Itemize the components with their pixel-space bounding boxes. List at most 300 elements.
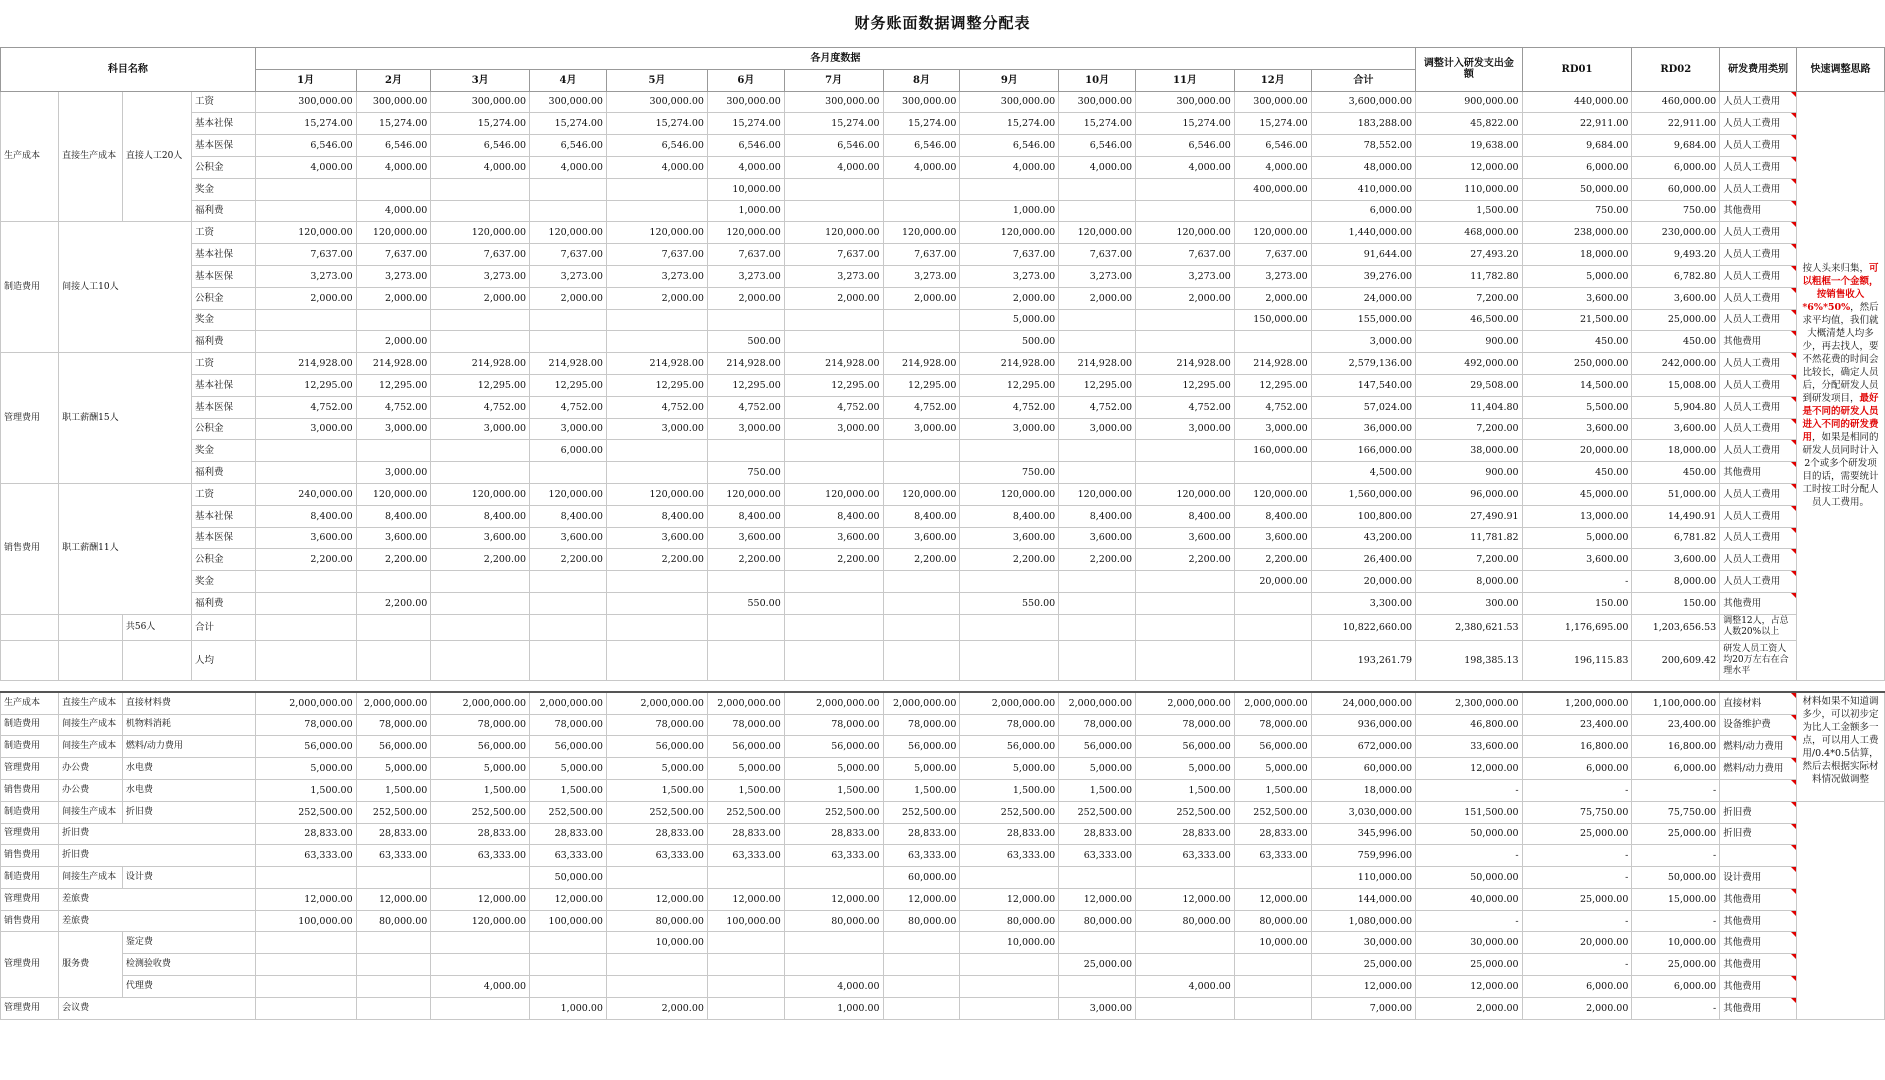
rd02-cell[interactable]: 9,684.00 — [1632, 135, 1720, 157]
rd02-cell[interactable]: - — [1632, 779, 1720, 801]
month-cell-m10[interactable]: 1,500.00 — [1059, 779, 1136, 801]
rd02-cell[interactable]: 25,000.00 — [1632, 823, 1720, 845]
month-cell-m5[interactable] — [606, 571, 707, 593]
month-cell-m8[interactable]: 120,000.00 — [883, 222, 960, 244]
adjust-cell[interactable]: 27,490.91 — [1416, 505, 1522, 527]
adjust-cell[interactable]: 7,200.00 — [1416, 418, 1522, 440]
total-cell[interactable]: 936,000.00 — [1311, 714, 1415, 736]
category-cell[interactable]: 人员人工费用 — [1720, 222, 1797, 244]
category-cell[interactable]: 人员人工费用 — [1720, 244, 1797, 266]
month-cell-m8[interactable]: 252,500.00 — [883, 801, 960, 823]
month-cell-m9[interactable]: 2,000.00 — [960, 287, 1059, 309]
month-cell-m1[interactable] — [255, 867, 356, 889]
month-cell-m11[interactable] — [1136, 309, 1235, 331]
month-cell-m8[interactable]: 120,000.00 — [883, 483, 960, 505]
adjust-cell[interactable]: 38,000.00 — [1416, 440, 1522, 462]
subject-l1[interactable]: 生产成本 — [1, 692, 59, 714]
month-cell-m7[interactable] — [784, 309, 883, 331]
month-cell-m2[interactable]: 120,000.00 — [356, 222, 431, 244]
adjust-cell[interactable]: 40,000.00 — [1416, 888, 1522, 910]
blank-cell[interactable] — [606, 614, 707, 640]
total-cell[interactable]: 2,579,136.00 — [1311, 353, 1415, 375]
month-cell-m12[interactable]: 2,000,000.00 — [1234, 692, 1311, 714]
month-cell-m2[interactable]: 7,637.00 — [356, 244, 431, 266]
subject-l2[interactable]: 折旧费 — [59, 823, 256, 845]
month-cell-m3[interactable] — [431, 932, 530, 954]
month-cell-m10[interactable]: 28,833.00 — [1059, 823, 1136, 845]
month-cell-m6[interactable]: 4,752.00 — [707, 396, 784, 418]
item-cell[interactable]: 工资 — [192, 222, 256, 244]
month-cell-m6[interactable]: 300,000.00 — [707, 91, 784, 113]
rd02-cell[interactable]: 8,000.00 — [1632, 571, 1720, 593]
month-cell-m10[interactable] — [1059, 200, 1136, 222]
avg-note[interactable]: 研发人员工资人均20万左右在合理水平 — [1720, 640, 1797, 680]
adjust-cell[interactable]: - — [1416, 910, 1522, 932]
month-cell-m6[interactable] — [707, 571, 784, 593]
month-cell-m10[interactable] — [1059, 462, 1136, 484]
month-cell-m6[interactable]: 12,295.00 — [707, 374, 784, 396]
month-cell-m6[interactable]: 1,500.00 — [707, 779, 784, 801]
month-cell-m1[interactable] — [255, 997, 356, 1019]
month-cell-m6[interactable]: 3,000.00 — [707, 418, 784, 440]
subject-l1[interactable]: 销售费用 — [1, 845, 59, 867]
month-cell-m4[interactable] — [530, 200, 607, 222]
month-cell-m1[interactable]: 252,500.00 — [255, 801, 356, 823]
subject-l2[interactable]: 职工薪酬15人 — [59, 353, 192, 484]
total-cell[interactable]: 60,000.00 — [1311, 758, 1415, 780]
adjust-cell[interactable]: - — [1416, 779, 1522, 801]
month-cell-m8[interactable]: 3,000.00 — [883, 418, 960, 440]
month-cell-m3[interactable]: 3,273.00 — [431, 265, 530, 287]
adjust-cell[interactable]: 900,000.00 — [1416, 91, 1522, 113]
month-cell-m10[interactable]: 5,000.00 — [1059, 758, 1136, 780]
rd02-cell[interactable]: 230,000.00 — [1632, 222, 1720, 244]
month-cell-m5[interactable]: 15,274.00 — [606, 113, 707, 135]
month-cell-m4[interactable] — [530, 592, 607, 614]
month-cell-m9[interactable]: 3,273.00 — [960, 265, 1059, 287]
month-cell-m11[interactable]: 252,500.00 — [1136, 801, 1235, 823]
total-cell[interactable]: 672,000.00 — [1311, 736, 1415, 758]
month-cell-m10[interactable]: 3,600.00 — [1059, 527, 1136, 549]
month-cell-m11[interactable] — [1136, 932, 1235, 954]
total-cell[interactable]: 25,000.00 — [1311, 954, 1415, 976]
month-cell-m7[interactable] — [784, 932, 883, 954]
month-cell-m3[interactable]: 15,274.00 — [431, 113, 530, 135]
total-cell[interactable]: 24,000.00 — [1311, 287, 1415, 309]
category-cell[interactable]: 设计费用 — [1720, 867, 1797, 889]
month-cell-m9[interactable]: 6,546.00 — [960, 135, 1059, 157]
month-cell-m6[interactable]: 214,928.00 — [707, 353, 784, 375]
month-cell-m1[interactable]: 3,000.00 — [255, 418, 356, 440]
category-cell[interactable]: 其他费用 — [1720, 888, 1797, 910]
subject-l1[interactable]: 销售费用 — [1, 910, 59, 932]
month-cell-m7[interactable]: 63,333.00 — [784, 845, 883, 867]
total-cell[interactable]: 48,000.00 — [1311, 156, 1415, 178]
subject-l2[interactable]: 服务费 — [59, 932, 123, 997]
month-cell-m3[interactable]: 6,546.00 — [431, 135, 530, 157]
month-cell-m10[interactable]: 15,274.00 — [1059, 113, 1136, 135]
rd02-cell[interactable]: 60,000.00 — [1632, 178, 1720, 200]
adjust-cell[interactable]: 33,600.00 — [1416, 736, 1522, 758]
month-cell-m4[interactable] — [530, 178, 607, 200]
adjust-cell[interactable]: 900.00 — [1416, 462, 1522, 484]
month-cell-m3[interactable] — [431, 178, 530, 200]
month-cell-m3[interactable]: 120,000.00 — [431, 222, 530, 244]
month-cell-m1[interactable]: 12,295.00 — [255, 374, 356, 396]
total-cell[interactable]: 91,644.00 — [1311, 244, 1415, 266]
month-cell-m8[interactable]: 7,637.00 — [883, 244, 960, 266]
subject-l2[interactable]: 差旅费 — [59, 910, 256, 932]
month-cell-m6[interactable]: 28,833.00 — [707, 823, 784, 845]
month-cell-m10[interactable]: 3,000.00 — [1059, 418, 1136, 440]
month-cell-m7[interactable] — [784, 462, 883, 484]
blank-cell[interactable] — [784, 614, 883, 640]
month-cell-m4[interactable]: 252,500.00 — [530, 801, 607, 823]
month-cell-m6[interactable] — [707, 309, 784, 331]
rd01-cell[interactable]: 22,911.00 — [1522, 113, 1632, 135]
rd02-cell[interactable]: 14,490.91 — [1632, 505, 1720, 527]
month-cell-m1[interactable]: 4,000.00 — [255, 156, 356, 178]
category-cell[interactable]: 人员人工费用 — [1720, 287, 1797, 309]
total-label-cell[interactable]: 合计 — [192, 614, 256, 640]
rd02-cell[interactable]: 51,000.00 — [1632, 483, 1720, 505]
month-cell-m2[interactable]: 12,000.00 — [356, 888, 431, 910]
item-cell[interactable]: 工资 — [192, 91, 256, 113]
month-cell-m7[interactable]: 3,000.00 — [784, 418, 883, 440]
month-cell-m8[interactable]: 60,000.00 — [883, 867, 960, 889]
rd02-cell[interactable]: 15,008.00 — [1632, 374, 1720, 396]
month-cell-m9[interactable] — [960, 571, 1059, 593]
category-cell[interactable]: 人员人工费用 — [1720, 113, 1797, 135]
month-cell-m1[interactable] — [255, 440, 356, 462]
subject-l1[interactable]: 销售费用 — [1, 483, 59, 614]
adjust-cell[interactable]: 96,000.00 — [1416, 483, 1522, 505]
month-cell-m6[interactable]: 5,000.00 — [707, 758, 784, 780]
month-cell-m7[interactable]: 7,637.00 — [784, 244, 883, 266]
total-cell[interactable]: 3,300.00 — [1311, 592, 1415, 614]
month-cell-m1[interactable] — [255, 462, 356, 484]
month-cell-m12[interactable]: 6,546.00 — [1234, 135, 1311, 157]
month-cell-m2[interactable]: 3,600.00 — [356, 527, 431, 549]
total-cell[interactable]: 7,000.00 — [1311, 997, 1415, 1019]
month-cell-m2[interactable]: 3,000.00 — [356, 418, 431, 440]
month-cell-m5[interactable] — [606, 462, 707, 484]
month-cell-m5[interactable]: 78,000.00 — [606, 714, 707, 736]
category-cell[interactable]: 其他费用 — [1720, 997, 1797, 1019]
month-cell-m11[interactable] — [1136, 571, 1235, 593]
month-cell-m2[interactable]: 2,000,000.00 — [356, 692, 431, 714]
rd02-cell[interactable]: 1,100,000.00 — [1632, 692, 1720, 714]
month-cell-m8[interactable]: 2,000.00 — [883, 287, 960, 309]
summary-total[interactable]: 10,822,660.00 — [1311, 614, 1415, 640]
month-cell-m8[interactable] — [883, 571, 960, 593]
month-cell-m2[interactable] — [356, 867, 431, 889]
month-cell-m9[interactable]: 4,000.00 — [960, 156, 1059, 178]
rd01-cell[interactable]: 6,000.00 — [1522, 976, 1632, 998]
month-cell-m11[interactable]: 3,000.00 — [1136, 418, 1235, 440]
category-cell[interactable]: 人员人工费用 — [1720, 483, 1797, 505]
adjust-cell[interactable]: 25,000.00 — [1416, 954, 1522, 976]
subject-l1[interactable]: 制造费用 — [1, 801, 59, 823]
category-cell[interactable]: 其他费用 — [1720, 932, 1797, 954]
month-cell-m11[interactable]: 80,000.00 — [1136, 910, 1235, 932]
month-cell-m2[interactable] — [356, 954, 431, 976]
month-cell-m12[interactable]: 4,752.00 — [1234, 396, 1311, 418]
item-cell[interactable]: 公积金 — [192, 287, 256, 309]
month-cell-m11[interactable]: 120,000.00 — [1136, 483, 1235, 505]
month-cell-m10[interactable]: 12,295.00 — [1059, 374, 1136, 396]
total-cell[interactable]: 166,000.00 — [1311, 440, 1415, 462]
blank-cell[interactable] — [883, 614, 960, 640]
month-cell-m5[interactable]: 8,400.00 — [606, 505, 707, 527]
subject-l3[interactable]: 机物料消耗 — [122, 714, 255, 736]
rd01-cell[interactable]: 5,000.00 — [1522, 265, 1632, 287]
month-cell-m12[interactable] — [1234, 331, 1311, 353]
month-cell-m7[interactable] — [784, 200, 883, 222]
month-cell-m7[interactable]: 120,000.00 — [784, 483, 883, 505]
month-cell-m9[interactable] — [960, 867, 1059, 889]
month-cell-m4[interactable]: 6,000.00 — [530, 440, 607, 462]
month-cell-m7[interactable] — [784, 867, 883, 889]
subject-l1[interactable]: 管理费用 — [1, 758, 59, 780]
total-cell[interactable]: 43,200.00 — [1311, 527, 1415, 549]
month-cell-m10[interactable]: 3,000.00 — [1059, 997, 1136, 1019]
month-cell-m8[interactable]: 1,500.00 — [883, 779, 960, 801]
item-cell[interactable]: 基本社保 — [192, 113, 256, 135]
month-cell-m7[interactable]: 1,000.00 — [784, 997, 883, 1019]
total-cell[interactable]: 12,000.00 — [1311, 976, 1415, 998]
rd01-cell[interactable]: 3,600.00 — [1522, 287, 1632, 309]
rd01-cell[interactable]: 9,684.00 — [1522, 135, 1632, 157]
month-cell-m10[interactable]: 2,000,000.00 — [1059, 692, 1136, 714]
month-cell-m8[interactable]: 214,928.00 — [883, 353, 960, 375]
month-cell-m8[interactable]: 2,200.00 — [883, 549, 960, 571]
month-cell-m4[interactable] — [530, 932, 607, 954]
blank-cell[interactable] — [431, 614, 530, 640]
month-cell-m2[interactable]: 4,752.00 — [356, 396, 431, 418]
month-cell-m8[interactable]: 4,000.00 — [883, 156, 960, 178]
category-cell[interactable]: 人员人工费用 — [1720, 549, 1797, 571]
blank-cell[interactable] — [1059, 614, 1136, 640]
adjust-cell[interactable]: 8,000.00 — [1416, 571, 1522, 593]
category-cell[interactable]: 折旧费 — [1720, 801, 1797, 823]
month-cell-m6[interactable] — [707, 997, 784, 1019]
month-cell-m3[interactable]: 1,500.00 — [431, 779, 530, 801]
month-cell-m7[interactable]: 12,000.00 — [784, 888, 883, 910]
month-cell-m9[interactable]: 3,600.00 — [960, 527, 1059, 549]
month-cell-m7[interactable]: 300,000.00 — [784, 91, 883, 113]
month-cell-m9[interactable] — [960, 954, 1059, 976]
month-cell-m10[interactable]: 3,273.00 — [1059, 265, 1136, 287]
month-cell-m9[interactable] — [960, 178, 1059, 200]
month-cell-m4[interactable]: 12,295.00 — [530, 374, 607, 396]
month-cell-m9[interactable]: 300,000.00 — [960, 91, 1059, 113]
month-cell-m1[interactable] — [255, 309, 356, 331]
month-cell-m9[interactable]: 5,000.00 — [960, 758, 1059, 780]
blank-cell[interactable] — [59, 614, 123, 640]
rd02-cell[interactable]: 6,000.00 — [1632, 156, 1720, 178]
month-cell-m8[interactable]: 12,000.00 — [883, 888, 960, 910]
month-cell-m10[interactable] — [1059, 571, 1136, 593]
month-cell-m11[interactable]: 8,400.00 — [1136, 505, 1235, 527]
month-cell-m10[interactable]: 78,000.00 — [1059, 714, 1136, 736]
month-cell-m5[interactable]: 252,500.00 — [606, 801, 707, 823]
blank-cell[interactable] — [1234, 640, 1311, 680]
month-cell-m4[interactable] — [530, 462, 607, 484]
month-cell-m12[interactable]: 160,000.00 — [1234, 440, 1311, 462]
total-cell[interactable]: 1,080,000.00 — [1311, 910, 1415, 932]
month-cell-m8[interactable] — [883, 592, 960, 614]
month-cell-m1[interactable] — [255, 178, 356, 200]
month-cell-m3[interactable] — [431, 200, 530, 222]
rd02-cell[interactable]: 460,000.00 — [1632, 91, 1720, 113]
adjust-cell[interactable]: 11,404.80 — [1416, 396, 1522, 418]
month-cell-m10[interactable]: 63,333.00 — [1059, 845, 1136, 867]
month-cell-m9[interactable]: 7,637.00 — [960, 244, 1059, 266]
month-cell-m5[interactable]: 2,000,000.00 — [606, 692, 707, 714]
month-cell-m3[interactable] — [431, 592, 530, 614]
category-cell[interactable] — [1720, 845, 1797, 867]
month-cell-m8[interactable] — [883, 200, 960, 222]
month-cell-m8[interactable] — [883, 440, 960, 462]
total-cell[interactable]: 3,000.00 — [1311, 331, 1415, 353]
month-cell-m10[interactable] — [1059, 331, 1136, 353]
adjust-cell[interactable]: 12,000.00 — [1416, 156, 1522, 178]
rd01-cell[interactable]: 50,000.00 — [1522, 178, 1632, 200]
month-cell-m10[interactable]: 12,000.00 — [1059, 888, 1136, 910]
month-cell-m12[interactable] — [1234, 997, 1311, 1019]
month-cell-m10[interactable] — [1059, 309, 1136, 331]
month-cell-m6[interactable] — [707, 867, 784, 889]
blank-cell[interactable] — [960, 614, 1059, 640]
rd02-cell[interactable]: - — [1632, 997, 1720, 1019]
month-cell-m9[interactable]: 15,274.00 — [960, 113, 1059, 135]
month-cell-m2[interactable]: 8,400.00 — [356, 505, 431, 527]
category-cell[interactable]: 人员人工费用 — [1720, 396, 1797, 418]
rd02-cell[interactable]: 25,000.00 — [1632, 309, 1720, 331]
month-cell-m1[interactable] — [255, 200, 356, 222]
month-cell-m9[interactable]: 28,833.00 — [960, 823, 1059, 845]
rd02-cell[interactable]: - — [1632, 845, 1720, 867]
month-cell-m9[interactable]: 12,000.00 — [960, 888, 1059, 910]
total-cell[interactable]: 155,000.00 — [1311, 309, 1415, 331]
adjust-cell[interactable]: 50,000.00 — [1416, 867, 1522, 889]
month-cell-m4[interactable]: 1,500.00 — [530, 779, 607, 801]
rd02-cell[interactable]: 6,782.80 — [1632, 265, 1720, 287]
month-cell-m12[interactable] — [1234, 200, 1311, 222]
subject-l2[interactable]: 会议费 — [59, 997, 256, 1019]
rd01-cell[interactable]: 20,000.00 — [1522, 932, 1632, 954]
month-cell-m10[interactable]: 6,546.00 — [1059, 135, 1136, 157]
item-cell[interactable]: 工资 — [192, 483, 256, 505]
month-cell-m6[interactable]: 7,637.00 — [707, 244, 784, 266]
month-cell-m1[interactable] — [255, 571, 356, 593]
category-cell[interactable]: 人员人工费用 — [1720, 265, 1797, 287]
month-cell-m9[interactable]: 500.00 — [960, 331, 1059, 353]
subject-l1[interactable]: 管理费用 — [1, 823, 59, 845]
month-cell-m5[interactable]: 12,000.00 — [606, 888, 707, 910]
month-cell-m5[interactable]: 56,000.00 — [606, 736, 707, 758]
month-cell-m4[interactable]: 100,000.00 — [530, 910, 607, 932]
total-cell[interactable]: 24,000,000.00 — [1311, 692, 1415, 714]
rd01-cell[interactable]: 150.00 — [1522, 592, 1632, 614]
month-cell-m4[interactable]: 56,000.00 — [530, 736, 607, 758]
month-cell-m2[interactable]: 28,833.00 — [356, 823, 431, 845]
subject-l2[interactable]: 间接人工10人 — [59, 222, 192, 353]
month-cell-m7[interactable]: 80,000.00 — [784, 910, 883, 932]
month-cell-m11[interactable]: 300,000.00 — [1136, 91, 1235, 113]
month-cell-m7[interactable]: 56,000.00 — [784, 736, 883, 758]
month-cell-m4[interactable]: 300,000.00 — [530, 91, 607, 113]
month-cell-m1[interactable]: 12,000.00 — [255, 888, 356, 910]
rd02-cell[interactable]: 5,904.80 — [1632, 396, 1720, 418]
month-cell-m4[interactable]: 2,000.00 — [530, 287, 607, 309]
month-cell-m2[interactable]: 120,000.00 — [356, 483, 431, 505]
subject-l2[interactable]: 间接生产成本 — [59, 867, 123, 889]
month-cell-m5[interactable] — [606, 976, 707, 998]
summary-adjust[interactable]: 2,380,621.53 — [1416, 614, 1522, 640]
month-cell-m9[interactable]: 120,000.00 — [960, 483, 1059, 505]
adjust-cell[interactable]: 46,800.00 — [1416, 714, 1522, 736]
month-cell-m2[interactable]: 2,200.00 — [356, 592, 431, 614]
month-cell-m11[interactable]: 63,333.00 — [1136, 845, 1235, 867]
month-cell-m5[interactable]: 6,546.00 — [606, 135, 707, 157]
adjust-cell[interactable]: 2,300,000.00 — [1416, 692, 1522, 714]
month-cell-m12[interactable]: 5,000.00 — [1234, 758, 1311, 780]
rd02-cell[interactable]: 75,750.00 — [1632, 801, 1720, 823]
category-cell[interactable]: 其他费用 — [1720, 200, 1797, 222]
month-cell-m12[interactable]: 56,000.00 — [1234, 736, 1311, 758]
subject-l3[interactable]: 直接材料费 — [122, 692, 255, 714]
month-cell-m2[interactable]: 2,000.00 — [356, 287, 431, 309]
adjust-cell[interactable]: 12,000.00 — [1416, 976, 1522, 998]
month-cell-m2[interactable] — [356, 997, 431, 1019]
month-cell-m4[interactable]: 120,000.00 — [530, 222, 607, 244]
subject-l2[interactable]: 职工薪酬11人 — [59, 483, 192, 614]
month-cell-m3[interactable]: 56,000.00 — [431, 736, 530, 758]
total-cell[interactable]: 36,000.00 — [1311, 418, 1415, 440]
blank-cell[interactable] — [255, 614, 356, 640]
blank-cell[interactable] — [1, 640, 59, 680]
rd02-cell[interactable]: 22,911.00 — [1632, 113, 1720, 135]
month-cell-m5[interactable]: 1,500.00 — [606, 779, 707, 801]
adjust-cell[interactable]: 29,508.00 — [1416, 374, 1522, 396]
subject-l2[interactable]: 间接生产成本 — [59, 736, 123, 758]
month-cell-m11[interactable]: 12,295.00 — [1136, 374, 1235, 396]
adjust-cell[interactable]: - — [1416, 845, 1522, 867]
month-cell-m11[interactable]: 2,000,000.00 — [1136, 692, 1235, 714]
item-cell[interactable]: 福利费 — [192, 331, 256, 353]
blank-cell[interactable] — [606, 640, 707, 680]
month-cell-m1[interactable]: 3,273.00 — [255, 265, 356, 287]
month-cell-m7[interactable]: 6,546.00 — [784, 135, 883, 157]
month-cell-m11[interactable] — [1136, 331, 1235, 353]
avg-label-cell[interactable]: 人均 — [192, 640, 256, 680]
month-cell-m3[interactable] — [431, 571, 530, 593]
month-cell-m11[interactable] — [1136, 178, 1235, 200]
subject-l1[interactable]: 制造费用 — [1, 714, 59, 736]
month-cell-m4[interactable]: 8,400.00 — [530, 505, 607, 527]
month-cell-m10[interactable]: 120,000.00 — [1059, 222, 1136, 244]
month-cell-m7[interactable] — [784, 331, 883, 353]
month-cell-m10[interactable]: 56,000.00 — [1059, 736, 1136, 758]
blank-cell[interactable] — [960, 640, 1059, 680]
month-cell-m11[interactable]: 6,546.00 — [1136, 135, 1235, 157]
total-cell[interactable]: 147,540.00 — [1311, 374, 1415, 396]
month-cell-m5[interactable] — [606, 178, 707, 200]
month-cell-m12[interactable]: 15,274.00 — [1234, 113, 1311, 135]
month-cell-m6[interactable]: 8,400.00 — [707, 505, 784, 527]
